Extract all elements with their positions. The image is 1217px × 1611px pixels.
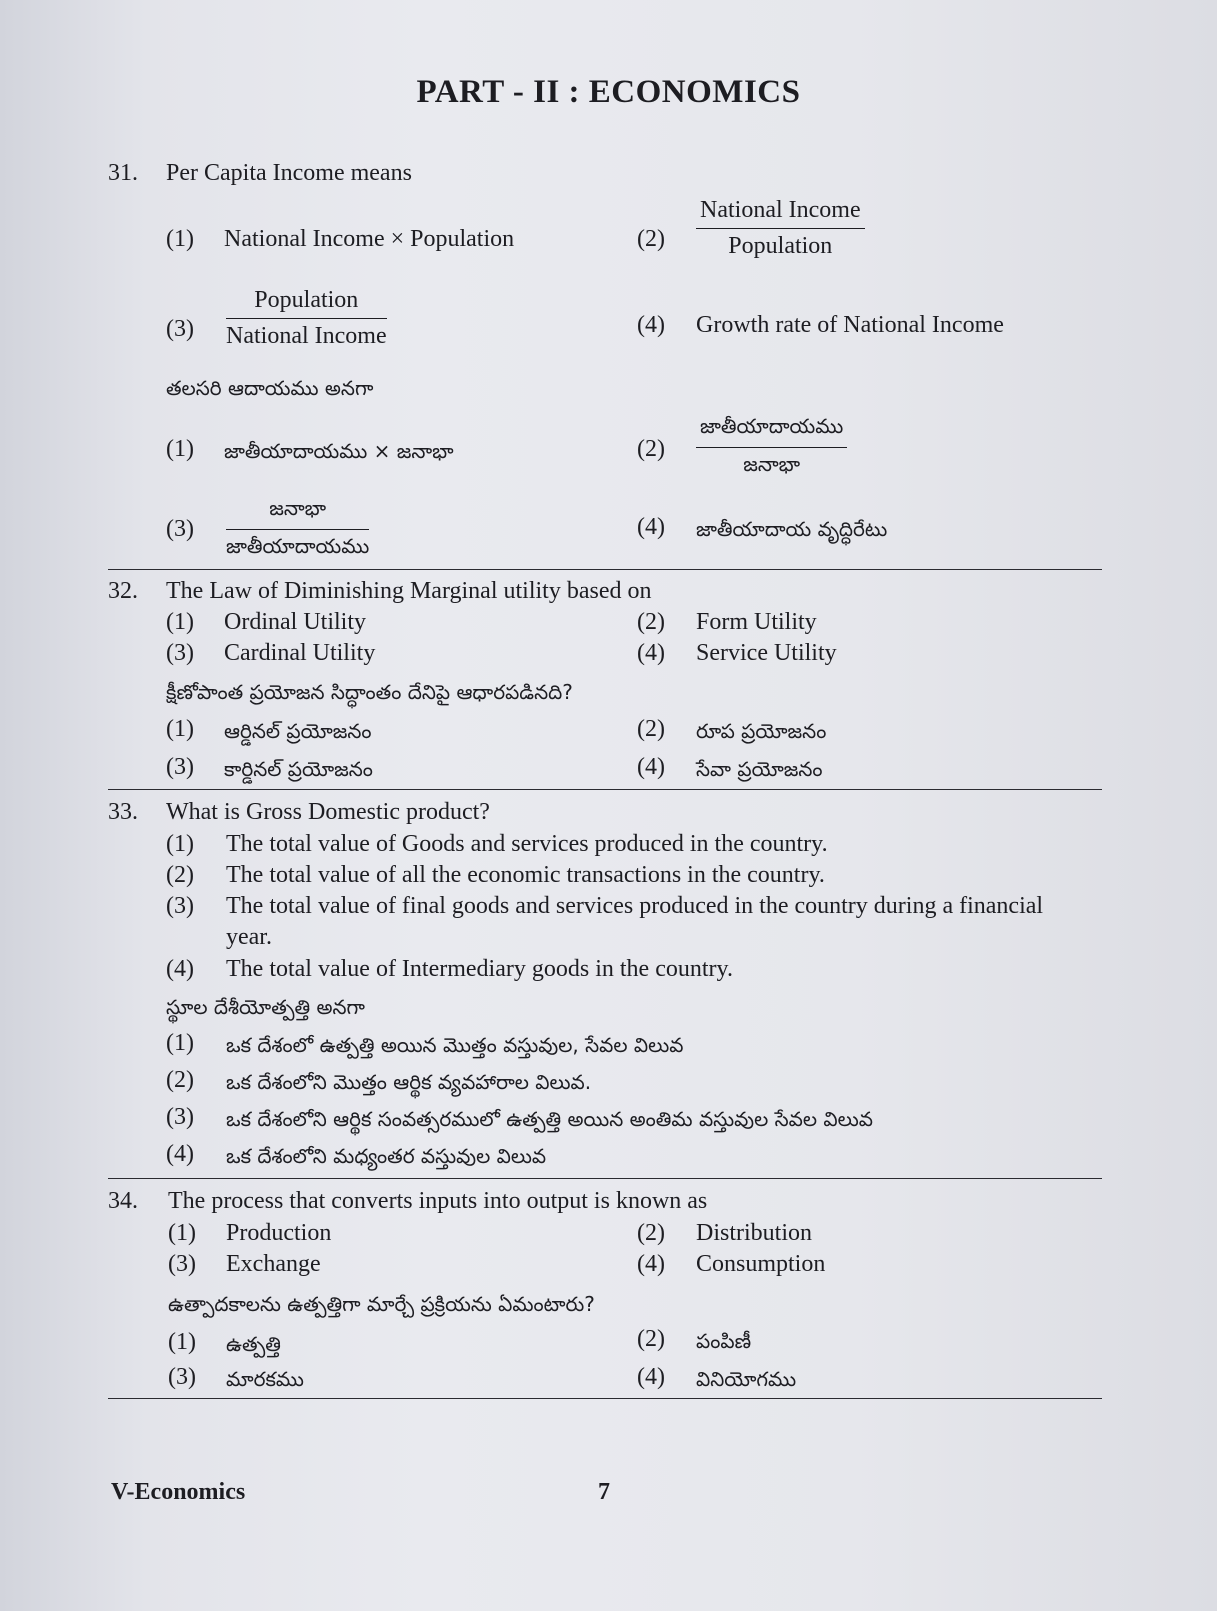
option-label: (4) [166,956,194,982]
option-label: (3) [166,316,194,342]
option-text: Production [226,1220,332,1246]
option-label: (1) [166,226,194,252]
divider [108,789,1102,790]
option-text: The total value of Intermediary goods in the country. [226,956,733,982]
telugu-question-text: క్షీణోపాంత ప్రయోజన సిద్ధాంతం దేనిపై ఆధారపడినది? [166,680,573,704]
fraction [696,414,847,481]
fraction-numerator: జాతీయాదాయము [696,414,847,448]
option-text: Distribution [696,1220,813,1246]
telugu-question-text: ఉత్పాదకాలను ఉత్పత్తిగా మార్చే ప్రక్రియను ఏమంటారు? [168,1292,595,1316]
question-text: The process that converts inputs into output is known as [168,1188,708,1214]
option-label: (2) [637,609,665,635]
option-label: (4) [166,1141,194,1167]
divider [108,1398,1102,1399]
telugu-option-text: మారకము [226,1367,304,1391]
option-label: (1) [166,831,194,857]
fraction-denominator: జనాభా [743,452,801,476]
option-text: National Income × Population [224,226,515,252]
fraction [226,496,369,563]
option-text: Exchange [226,1251,321,1277]
option-label: (3) [166,893,194,919]
question-text: The Law of Diminishing Marginal utility based on [166,578,652,604]
option-label: (2) [166,1067,194,1093]
option-text: Form Utility [696,609,817,635]
page-title: PART - II : ECONOMICS [416,74,801,110]
fraction-numerator: జనాభా [226,496,369,530]
telugu-option-text: రూప ప్రయోజనం [696,719,827,743]
option-text: Ordinal Utility [224,609,366,635]
footer-subject: V-Economics [111,1479,246,1505]
option-label: (2) [637,1220,665,1246]
option-label: (1) [166,716,194,742]
option-label: (2) [637,1326,665,1352]
option-label: (1) [168,1329,196,1355]
telugu-option-text: ఆర్డినల్ ప్రయోజనం [224,719,372,743]
telugu-option-text: పంపిణీ [696,1329,752,1353]
option-label: (4) [637,1251,665,1277]
option-label: (1) [168,1220,196,1246]
option-label: (4) [637,514,665,540]
telugu-option-text: జాతీయాదాయము × జనాభా [224,439,454,463]
option-label: (4) [637,640,665,666]
question-text: What is Gross Domestic product? [166,799,490,825]
question-number: 33. [108,799,138,825]
fraction-numerator: Population [226,287,387,319]
option-label: (4) [637,312,665,338]
option-label: (2) [637,716,665,742]
telugu-question-text: తలసరి ఆదాయము అనగా [166,376,374,400]
telugu-option-text: ఉత్పత్తి [226,1332,281,1356]
option-label: (3) [166,754,194,780]
option-label: (3) [168,1364,196,1390]
divider [108,569,1102,570]
option-label: (3) [166,640,194,666]
fraction [696,197,865,260]
option-text-continued: year. [226,924,272,950]
option-label: (1) [166,436,194,462]
question-number: 34. [108,1188,138,1214]
question-number: 32. [108,578,138,604]
option-text: Service Utility [696,640,837,666]
option-label: (2) [637,436,665,462]
option-label: (3) [168,1251,196,1277]
option-text: The total value of Goods and services produced in the country. [226,831,828,857]
question-text: Per Capita Income means [166,160,412,186]
telugu-option-text: కార్డినల్ ప్రయోజనం [224,757,373,781]
divider [108,1178,1102,1179]
option-label: (1) [166,609,194,635]
telugu-option-text: జాతీయాదాయ వృద్ధిరేటు [696,517,888,541]
fraction-denominator: జాతీయాదాయము [226,534,370,558]
telugu-option-text: ఒక దేశంలోని మధ్యంతర వస్తువుల విలువ [226,1144,547,1168]
option-label: (4) [637,754,665,780]
telugu-question-text: స్థూల దేశీయోత్పత్తి అనగా [166,995,365,1019]
option-text: Growth rate of National Income [696,312,1004,338]
fraction-denominator: Population [728,233,833,259]
option-label: (1) [166,1030,194,1056]
option-text: Consumption [696,1251,826,1277]
option-text: The total value of all the economic transactions in the country. [226,862,825,888]
question-number: 31. [108,160,138,186]
telugu-option-text: సేవా ప్రయోజనం [696,757,823,781]
option-text: The total value of final goods and services produced in the country during a financial [226,893,1044,919]
option-label: (2) [166,862,194,888]
fraction-denominator: National Income [226,323,387,349]
option-label: (3) [166,1104,194,1130]
option-label: (2) [637,226,665,252]
fraction-numerator: National Income [696,197,865,229]
fraction [226,287,387,350]
option-label: (3) [166,516,194,542]
telugu-option-text: ఒక దేశంలో ఉత్పత్తి అయిన మొత్తం వస్తువుల, సేవల విలువ [226,1033,684,1057]
option-label: (4) [637,1364,665,1390]
telugu-option-text: ఒక దేశంలోని ఆర్థిక సంవత్సరములో ఉత్పత్తి అయిన అంతిమ వస్తువుల సేవల విలువ [226,1107,873,1131]
telugu-option-text: వినియోగము [696,1367,797,1391]
page-number: 7 [598,1479,610,1505]
telugu-option-text: ఒక దేశంలోని మొత్తం ఆర్థిక వ్యవహారాల విలువ. [226,1070,592,1094]
option-text: Cardinal Utility [224,640,376,666]
